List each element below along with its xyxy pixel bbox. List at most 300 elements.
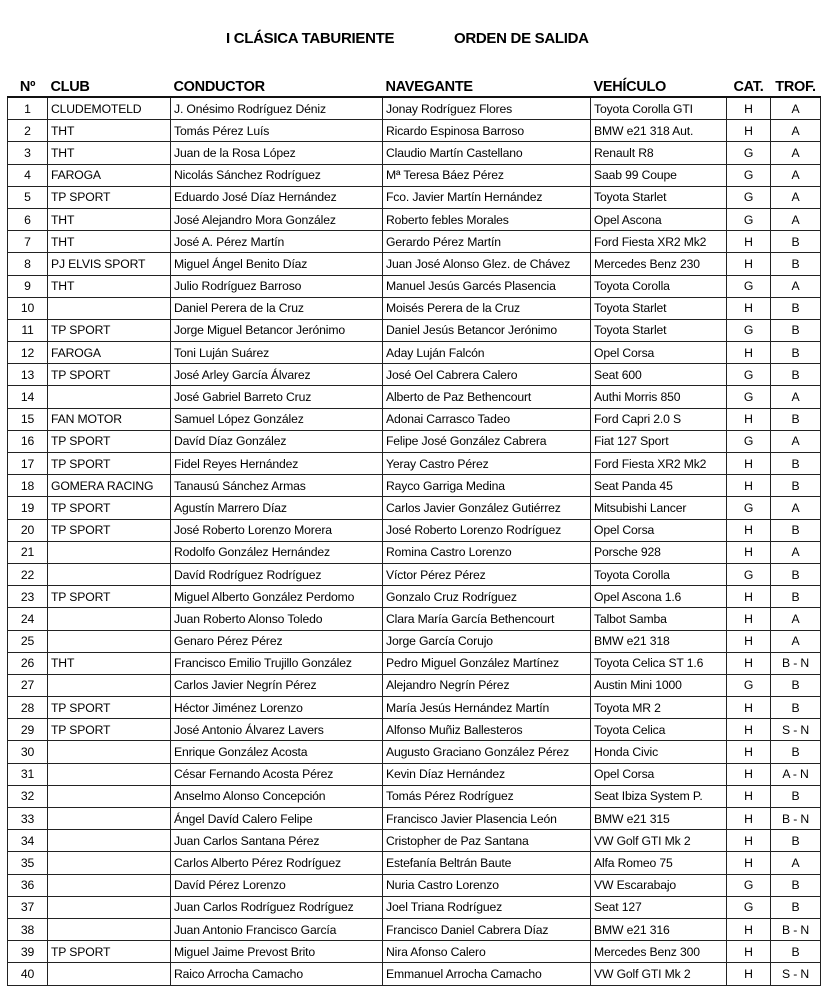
cell-cat: H [727,231,771,253]
cell-cat: H [727,541,771,563]
cell-trof: B - N [771,808,821,830]
cell-navegante: Jorge García Corujo [383,630,591,652]
table-header-row [8,76,821,97]
cell-cat: G [727,186,771,208]
cell-trof: A [771,386,821,408]
cell-trof: A [771,120,821,142]
cell-cat: H [727,297,771,319]
cell-vehiculo: Austin Mini 1000 [591,674,727,696]
cell-navegante: Daniel Jesús Betancor Jerónimo [383,319,591,341]
cell-trof: B [771,697,821,719]
cell-navegante: Romina Castro Lorenzo [383,541,591,563]
cell-trof: A [771,208,821,230]
cell-trof: B [771,319,821,341]
cell-num: 13 [8,364,48,386]
cell-navegante: Estefanía Beltrán Baute [383,852,591,874]
cell-conductor: Raico Arrocha Camacho [171,963,383,985]
cell-num: 37 [8,896,48,918]
cell-cat: G [727,386,771,408]
cell-club: PJ ELVIS SPORT [48,253,171,275]
table-row [8,297,821,319]
cell-navegante: Rayco Garriga Medina [383,475,591,497]
cell-navegante: Alfonso Muñiz Ballesteros [383,719,591,741]
cell-club: THT [48,652,171,674]
cell-cat: H [727,808,771,830]
cell-club: TP SPORT [48,719,171,741]
table-row [8,97,821,120]
cell-trof: B [771,519,821,541]
cell-num: 5 [8,186,48,208]
cell-club: CLUDEMOTELD [48,97,171,120]
cell-conductor: Miguel Alberto González Perdomo [171,586,383,608]
cell-vehiculo: Opel Corsa [591,519,727,541]
cell-club: FAN MOTOR [48,408,171,430]
cell-vehiculo: VW Escarabajo [591,874,727,896]
cell-conductor: Francisco Emilio Trujillo González [171,652,383,674]
cell-vehiculo: VW Golf GTI Mk 2 [591,830,727,852]
cell-trof: B [771,342,821,364]
cell-navegante: Alberto de Paz Bethencourt [383,386,591,408]
cell-trof: B [771,231,821,253]
cell-club: TP SPORT [48,586,171,608]
cell-club [48,852,171,874]
cell-conductor: Daniel Perera de la Cruz [171,297,383,319]
cell-navegante: Claudio Martín Castellano [383,142,591,164]
cell-num: 8 [8,253,48,275]
cell-cat: G [727,430,771,452]
cell-vehiculo: Seat 600 [591,364,727,386]
cell-club: TP SPORT [48,186,171,208]
cell-club [48,918,171,940]
cell-num: 17 [8,453,48,475]
cell-vehiculo: Authi Morris 850 [591,386,727,408]
cell-vehiculo: Opel Ascona [591,208,727,230]
cell-conductor: Fidel Reyes Hernández [171,453,383,475]
cell-navegante: Manuel Jesús Garcés Plasencia [383,275,591,297]
cell-vehiculo: BMW e21 315 [591,808,727,830]
cell-navegante: Augusto Graciano González Pérez [383,741,591,763]
cell-club [48,674,171,696]
cell-cat: H [727,519,771,541]
cell-conductor: José Arley García Álvarez [171,364,383,386]
cell-conductor: Enrique González Acosta [171,741,383,763]
table-row [8,852,821,874]
cell-navegante: Juan José Alonso Glez. de Chávez [383,253,591,275]
cell-vehiculo: Mitsubishi Lancer [591,497,727,519]
cell-club [48,763,171,785]
cell-navegante: Nira Afonso Calero [383,941,591,963]
cell-navegante: Adonai Carrasco Tadeo [383,408,591,430]
cell-club: TP SPORT [48,519,171,541]
cell-cat: G [727,874,771,896]
cell-club: THT [48,275,171,297]
table-row [8,763,821,785]
table-row [8,741,821,763]
cell-vehiculo: Ford Fiesta XR2 Mk2 [591,231,727,253]
cell-club [48,785,171,807]
cell-trof: B [771,941,821,963]
cell-num: 38 [8,918,48,940]
table-row [8,164,821,186]
cell-cat: G [727,364,771,386]
cell-navegante: Tomás Pérez Rodríguez [383,785,591,807]
cell-num: 22 [8,563,48,585]
event-title: I CLÁSICA TABURIENTE [226,30,395,47]
cell-vehiculo: Honda Civic [591,741,727,763]
cell-club [48,741,171,763]
cell-conductor: Tanausú Sánchez Armas [171,475,383,497]
cell-club [48,386,171,408]
cell-conductor: Samuel López González [171,408,383,430]
cell-cat: H [727,719,771,741]
cell-vehiculo: Seat Panda 45 [591,475,727,497]
cell-trof: B [771,674,821,696]
cell-navegante: José Oel Cabrera Calero [383,364,591,386]
table-row [8,918,821,940]
cell-num: 33 [8,808,48,830]
cell-club [48,541,171,563]
cell-trof: B [771,408,821,430]
table-row [8,719,821,741]
cell-trof: B [771,453,821,475]
cell-navegante: Víctor Pérez Pérez [383,563,591,585]
table-row [8,475,821,497]
cell-cat: H [727,763,771,785]
cell-num: 14 [8,386,48,408]
cell-cat: H [727,342,771,364]
cell-num: 30 [8,741,48,763]
cell-conductor: Héctor Jiménez Lorenzo [171,697,383,719]
column-header-cat: CAT. [733,79,764,95]
cell-club: FAROGA [48,164,171,186]
cell-num: 2 [8,120,48,142]
cell-vehiculo: VW Golf GTI Mk 2 [591,963,727,985]
table-row [8,430,821,452]
cell-trof: B [771,475,821,497]
cell-trof: A [771,541,821,563]
cell-conductor: Genaro Pérez Pérez [171,630,383,652]
cell-club: FAROGA [48,342,171,364]
cell-navegante: Gerardo Pérez Martín [383,231,591,253]
cell-cat: H [727,785,771,807]
cell-club: TP SPORT [48,319,171,341]
column-header-vehiculo: VEHÍCULO [593,79,667,95]
cell-conductor: J. Onésimo Rodríguez Déniz [171,97,383,120]
cell-conductor: Eduardo José Díaz Hernández [171,186,383,208]
cell-num: 16 [8,430,48,452]
cell-trof: B [771,364,821,386]
cell-club: THT [48,208,171,230]
table-row [8,674,821,696]
table-row [8,541,821,563]
table-row [8,808,821,830]
cell-cat: G [727,896,771,918]
cell-cat: G [727,319,771,341]
cell-club [48,608,171,630]
cell-conductor: Agustín Marrero Díaz [171,497,383,519]
document-title: ORDEN DE SALIDA [454,30,589,47]
cell-trof: A [771,186,821,208]
cell-trof: B - N [771,652,821,674]
cell-cat: H [727,652,771,674]
cell-vehiculo: BMW e21 318 Aut. [591,120,727,142]
column-header-navegante: NAVEGANTE [385,79,473,95]
cell-trof: A [771,430,821,452]
cell-cat: H [727,97,771,120]
table-row [8,563,821,585]
table-row [8,120,821,142]
cell-num: 25 [8,630,48,652]
cell-vehiculo: Opel Ascona 1.6 [591,586,727,608]
table-row [8,519,821,541]
cell-trof: B [771,741,821,763]
cell-cat: H [727,475,771,497]
cell-navegante: Carlos Javier González Gutiérrez [383,497,591,519]
cell-trof: B [771,253,821,275]
cell-conductor: Carlos Javier Negrín Pérez [171,674,383,696]
cell-vehiculo: Toyota Celica [591,719,727,741]
cell-vehiculo: Toyota Corolla [591,275,727,297]
cell-conductor: Julio Rodríguez Barroso [171,275,383,297]
cell-conductor: Tomás Pérez Luís [171,120,383,142]
cell-cat: H [727,941,771,963]
cell-vehiculo: Toyota Corolla [591,563,727,585]
table-row [8,319,821,341]
cell-num: 20 [8,519,48,541]
cell-club: THT [48,142,171,164]
cell-num: 28 [8,697,48,719]
cell-num: 32 [8,785,48,807]
cell-vehiculo: Saab 99 Coupe [591,164,727,186]
cell-num: 36 [8,874,48,896]
table-row [8,896,821,918]
cell-navegante: Jonay Rodríguez Flores [383,97,591,120]
column-header-num: Nº [19,79,36,95]
cell-num: 7 [8,231,48,253]
cell-conductor: José Alejandro Mora González [171,208,383,230]
cell-conductor: Miguel Ángel Benito Díaz [171,253,383,275]
cell-club: TP SPORT [48,497,171,519]
cell-conductor: José Gabriel Barreto Cruz [171,386,383,408]
table-row [8,941,821,963]
cell-vehiculo: Fiat 127 Sport [591,430,727,452]
cell-num: 31 [8,763,48,785]
cell-club [48,874,171,896]
cell-conductor: Rodolfo González Hernández [171,541,383,563]
cell-club: TP SPORT [48,364,171,386]
cell-navegante: Joel Triana Rodríguez [383,896,591,918]
cell-navegante: Kevin Díaz Hernández [383,763,591,785]
cell-trof: B [771,785,821,807]
cell-vehiculo: Toyota Starlet [591,297,727,319]
cell-conductor: Juan Carlos Rodríguez Rodríguez [171,896,383,918]
cell-num: 3 [8,142,48,164]
cell-num: 10 [8,297,48,319]
cell-navegante: Francisco Daniel Cabrera Díaz [383,918,591,940]
cell-vehiculo: Toyota Corolla GTI [591,97,727,120]
cell-cat: H [727,918,771,940]
cell-trof: A - N [771,763,821,785]
cell-trof: A [771,852,821,874]
cell-num: 12 [8,342,48,364]
cell-num: 23 [8,586,48,608]
table-row [8,275,821,297]
cell-vehiculo: Renault R8 [591,142,727,164]
cell-conductor: Juan Carlos Santana Pérez [171,830,383,852]
cell-club: THT [48,120,171,142]
cell-conductor: José A. Pérez Martín [171,231,383,253]
cell-conductor: José Roberto Lorenzo Morera [171,519,383,541]
cell-cat: G [727,164,771,186]
table-row [8,874,821,896]
table-row [8,586,821,608]
cell-num: 21 [8,541,48,563]
cell-conductor: Miguel Jaime Prevost Brito [171,941,383,963]
start-order-table [7,76,821,986]
cell-navegante: Gonzalo Cruz Rodríguez [383,586,591,608]
cell-vehiculo: Toyota Starlet [591,186,727,208]
cell-num: 6 [8,208,48,230]
cell-trof: A [771,608,821,630]
table-row [8,408,821,430]
cell-vehiculo: Seat 127 [591,896,727,918]
cell-navegante: Emmanuel Arrocha Camacho [383,963,591,985]
document-header [0,30,822,52]
cell-trof: B [771,586,821,608]
cell-cat: G [727,674,771,696]
cell-vehiculo: Ford Capri 2.0 S [591,408,727,430]
cell-vehiculo: Toyota Starlet [591,319,727,341]
table-row [8,652,821,674]
cell-vehiculo: Opel Corsa [591,763,727,785]
table-row [8,386,821,408]
cell-club [48,830,171,852]
cell-cat: G [727,275,771,297]
table-row [8,697,821,719]
cell-num: 39 [8,941,48,963]
cell-num: 9 [8,275,48,297]
cell-vehiculo: Porsche 928 [591,541,727,563]
cell-cat: H [727,741,771,763]
cell-trof: B [771,563,821,585]
cell-num: 26 [8,652,48,674]
cell-trof: A [771,97,821,120]
cell-navegante: Pedro Miguel González Martínez [383,652,591,674]
cell-club: TP SPORT [48,697,171,719]
cell-vehiculo: Mercedes Benz 230 [591,253,727,275]
cell-conductor: Juan de la Rosa López [171,142,383,164]
cell-vehiculo: Seat Ibiza System P. [591,785,727,807]
cell-conductor: Carlos Alberto Pérez Rodríguez [171,852,383,874]
cell-cat: G [727,497,771,519]
cell-conductor: César Fernando Acosta Pérez [171,763,383,785]
cell-navegante: Clara María García Bethencourt [383,608,591,630]
cell-navegante: Yeray Castro Pérez [383,453,591,475]
cell-cat: H [727,253,771,275]
table-row [8,630,821,652]
cell-navegante: Cristopher de Paz Santana [383,830,591,852]
cell-conductor: Jorge Miguel Betancor Jerónimo [171,319,383,341]
cell-cat: H [727,408,771,430]
cell-conductor: José Antonio Álvarez Lavers [171,719,383,741]
cell-num: 15 [8,408,48,430]
cell-club [48,297,171,319]
cell-num: 40 [8,963,48,985]
cell-num: 18 [8,475,48,497]
cell-num: 4 [8,164,48,186]
cell-conductor: Ángel Davíd Calero Felipe [171,808,383,830]
cell-trof: S - N [771,719,821,741]
table-row [8,608,821,630]
cell-trof: B [771,830,821,852]
table-row [8,364,821,386]
cell-num: 1 [8,97,48,120]
cell-vehiculo: Opel Corsa [591,342,727,364]
cell-conductor: Juan Antonio Francisco García [171,918,383,940]
cell-num: 29 [8,719,48,741]
cell-trof: A [771,497,821,519]
cell-cat: H [727,830,771,852]
table-row [8,453,821,475]
cell-club: TP SPORT [48,453,171,475]
cell-trof: A [771,275,821,297]
cell-num: 35 [8,852,48,874]
table-row [8,231,821,253]
cell-trof: B [771,297,821,319]
column-header-conductor: CONDUCTOR [173,79,265,95]
table-row [8,142,821,164]
cell-num: 24 [8,608,48,630]
cell-navegante: Fco. Javier Martín Hernández [383,186,591,208]
cell-trof: S - N [771,963,821,985]
table-row [8,186,821,208]
cell-club [48,808,171,830]
cell-trof: A [771,142,821,164]
cell-navegante: Roberto febles Morales [383,208,591,230]
cell-club [48,630,171,652]
table-row [8,830,821,852]
cell-cat: G [727,208,771,230]
cell-navegante: Ricardo Espinosa Barroso [383,120,591,142]
cell-club [48,896,171,918]
cell-trof: B - N [771,918,821,940]
cell-cat: H [727,852,771,874]
cell-club: THT [48,231,171,253]
cell-cat: H [727,963,771,985]
cell-navegante: Moisés Perera de la Cruz [383,297,591,319]
cell-navegante: José Roberto Lorenzo Rodríguez [383,519,591,541]
cell-cat: H [727,120,771,142]
cell-vehiculo: BMW e21 316 [591,918,727,940]
cell-navegante: Aday Luján Falcón [383,342,591,364]
cell-navegante: Nuria Castro Lorenzo [383,874,591,896]
cell-vehiculo: Talbot Samba [591,608,727,630]
cell-club: GOMERA RACING [48,475,171,497]
cell-trof: B [771,896,821,918]
cell-navegante: Felipe José González Cabrera [383,430,591,452]
cell-navegante: Mª Teresa Báez Pérez [383,164,591,186]
cell-navegante: Francisco Javier Plasencia León [383,808,591,830]
cell-conductor: Anselmo Alonso Concepción [171,785,383,807]
cell-club [48,563,171,585]
cell-conductor: Toni Luján Suárez [171,342,383,364]
table-row [8,342,821,364]
cell-vehiculo: Toyota MR 2 [591,697,727,719]
table-body [8,97,821,985]
cell-vehiculo: Toyota Celica ST 1.6 [591,652,727,674]
cell-navegante: María Jesús Hernández Martín [383,697,591,719]
column-header-trof: TROF. [775,79,816,95]
